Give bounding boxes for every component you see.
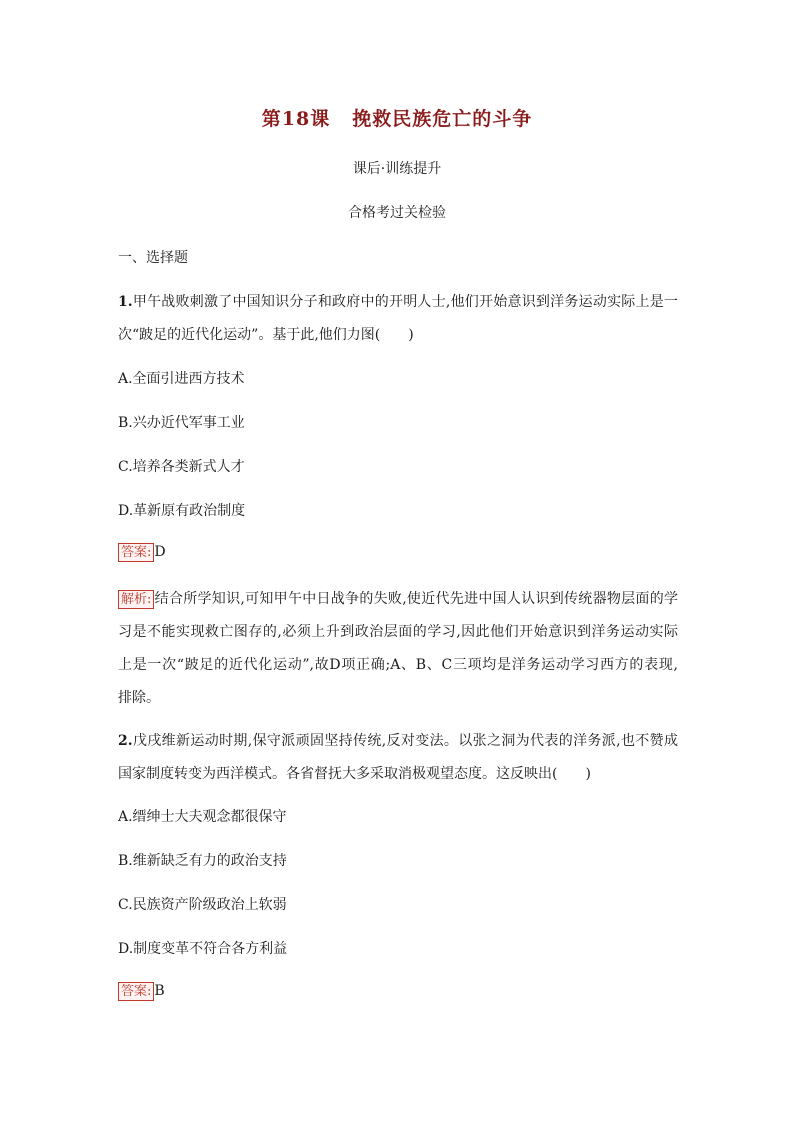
question-2-option-d: D.制度变革不符合各方利益 — [118, 941, 288, 957]
question-2-line-1 — [118, 730, 678, 750]
question-1-analysis-line-2: 习是不能实现救亡图存的,必须上升到政治层面的学习,因此他们开始意识到洋务运动实际 — [118, 624, 678, 640]
question-2-text-1: 戊戌维新运动时期,保守派顽固坚持传统,反对变法。以张之洞为代表的洋务派,也不赞成 — [132, 733, 678, 749]
subtitle: 课后·训练提升 — [352, 161, 442, 177]
answer-value: D — [154, 544, 166, 560]
question-1-option-c: C.培养各类新式人才 — [118, 459, 245, 475]
lesson-name: 挽救民族危亡的斗争 — [352, 108, 533, 130]
question-1-line-2: 次“跛足的近代化运动”。基于此,他们力图( ) — [118, 327, 414, 343]
question-2-option-a: A.缙绅士大夫观念都很保守 — [118, 809, 287, 825]
answer-label: 答案: — [118, 543, 154, 562]
question-1-number: 1. — [118, 294, 133, 310]
question-2-line-2: 国家制度转变为西洋模式。各省督抚大多采取消极观望态度。这反映出( ) — [118, 766, 591, 782]
lesson-title — [0, 104, 794, 131]
answer-value: B — [154, 983, 165, 999]
question-1-analysis-line-1 — [118, 588, 678, 609]
question-1-analysis-line-3: 上是一次“跛足的近代化运动”,故D项正确;A、B、C三项均是洋务运动学习西方的表现, — [118, 657, 678, 673]
question-2-option-b: B.维新缺乏有力的政治支持 — [118, 853, 287, 869]
question-1-text-1: 甲午战败刺激了中国知识分子和政府中的开明人士,他们开始意识到洋务运动实际上是一 — [132, 294, 678, 310]
question-1-analysis-line-4: 排除。 — [118, 690, 160, 706]
part-heading: 一、选择题 — [118, 250, 188, 266]
analysis-text-1: 结合所学知识,可知甲午中日战争的失败,使近代先进中国人认识到传统器物层面的学 — [154, 591, 678, 607]
lesson-number: 第18课 — [261, 108, 331, 130]
question-1-option-a: A.全面引进西方技术 — [118, 371, 245, 387]
answer-label: 答案: — [118, 982, 154, 1001]
analysis-label: 解析: — [118, 590, 154, 609]
question-1-option-b: B.兴办近代军事工业 — [118, 415, 245, 431]
question-2-number: 2. — [118, 733, 133, 749]
question-1-option-d: D.革新原有政治制度 — [118, 503, 246, 519]
question-2-answer — [118, 982, 165, 1001]
question-1-answer — [118, 543, 166, 562]
question-2-option-c: C.民族资产阶级政治上软弱 — [118, 897, 287, 913]
section-title: 合格考过关检验 — [348, 205, 446, 221]
question-1-line-1 — [118, 291, 678, 311]
